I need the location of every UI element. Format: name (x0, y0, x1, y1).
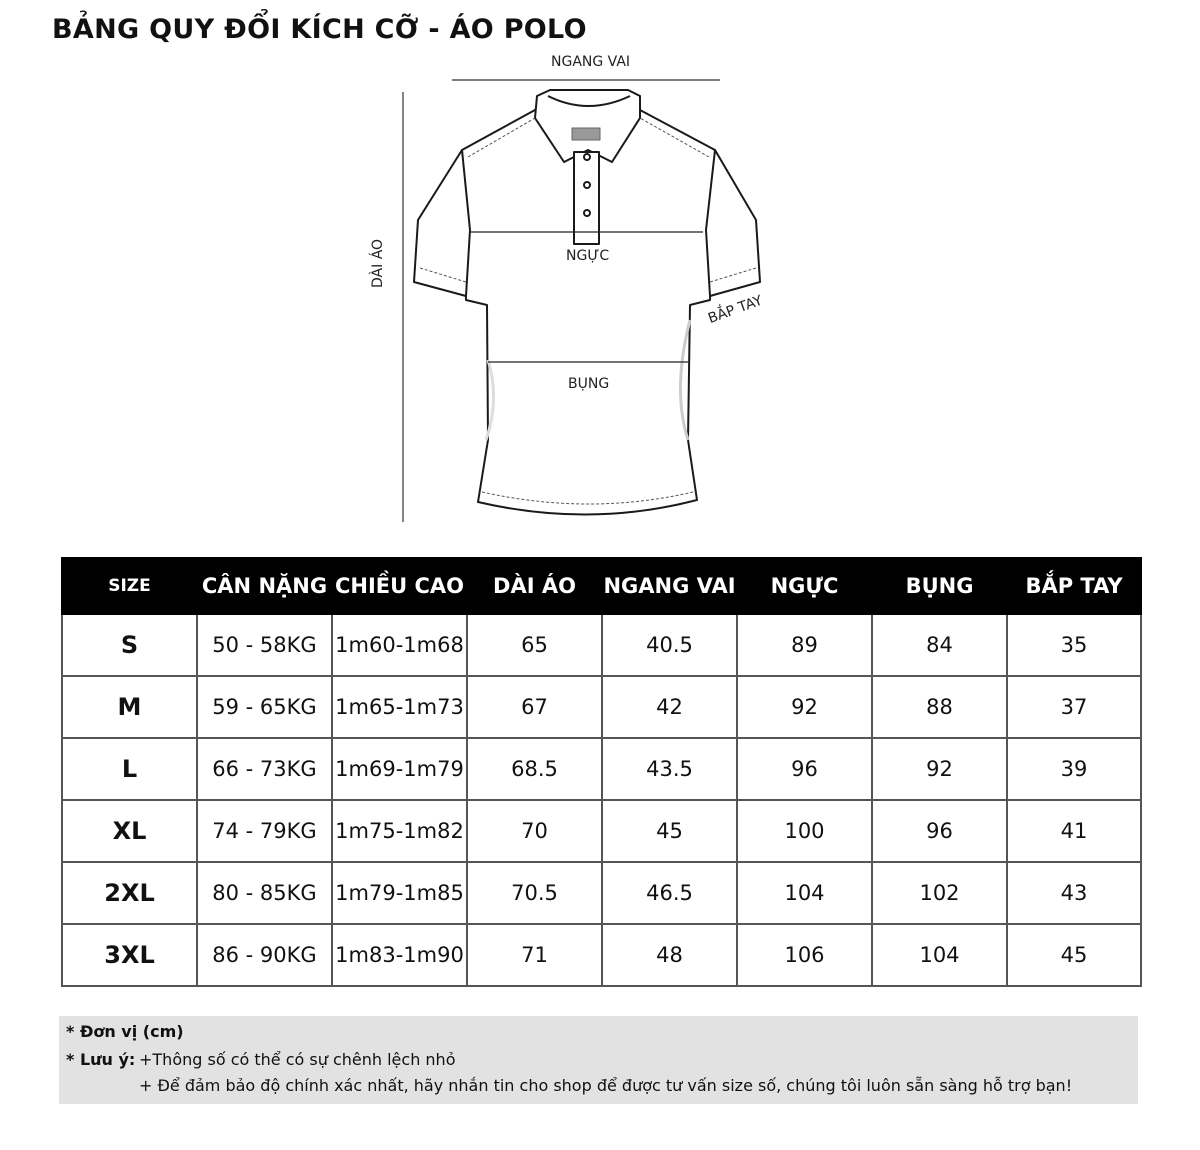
note-line-2: + Để đảm bảo độ chính xác nhất, hãy nhắn tin cho shop để được tư vấn size số, chúng tôi luôn sẵn sàng hỗ trợ bạn! (139, 1076, 1073, 1095)
sleeve-cell: 43 (1007, 862, 1141, 924)
table-row (62, 862, 1141, 924)
height-cell: 1m75-1m82 (332, 800, 467, 862)
sleeve-cell: 41 (1007, 800, 1141, 862)
size-table (61, 557, 1142, 987)
shoulder-cell: 43.5 (602, 738, 737, 800)
shoulder-cell: 45 (602, 800, 737, 862)
sleeve-label: BẮP TAY (706, 292, 765, 328)
sleeve-cell: 37 (1007, 676, 1141, 738)
length-cell: 68.5 (467, 738, 602, 800)
chest-cell: 104 (737, 862, 872, 924)
weight-cell: 80 - 85KG (197, 862, 332, 924)
weight-cell: 59 - 65KG (197, 676, 332, 738)
header-weight: CÂN NẶNG (197, 558, 332, 614)
height-cell: 1m69-1m79 (332, 738, 467, 800)
belly-cell: 102 (872, 862, 1007, 924)
height-cell: 1m83-1m90 (332, 924, 467, 986)
length-cell: 71 (467, 924, 602, 986)
shoulder-cell: 46.5 (602, 862, 737, 924)
chest-cell: 92 (737, 676, 872, 738)
weight-cell: 50 - 58KG (197, 614, 332, 676)
length-cell: 70 (467, 800, 602, 862)
shoulder-cell: 40.5 (602, 614, 737, 676)
weight-cell: 86 - 90KG (197, 924, 332, 986)
chest-cell: 100 (737, 800, 872, 862)
table-row (62, 738, 1141, 800)
table-header-row (62, 558, 1141, 614)
header-chest: NGỰC (737, 558, 872, 614)
size-cell: L (62, 738, 197, 800)
notes-box (59, 1016, 1138, 1104)
length-cell: 67 (467, 676, 602, 738)
sleeve-cell: 35 (1007, 614, 1141, 676)
table-row (62, 676, 1141, 738)
header-shoulder: NGANG VAI (602, 558, 737, 614)
table-row (62, 800, 1141, 862)
polo-shirt-diagram (0, 0, 1200, 540)
sleeve-cell: 45 (1007, 924, 1141, 986)
unit-note: * Đơn vị (cm) (66, 1022, 184, 1041)
belly-cell: 84 (872, 614, 1007, 676)
polo-shirt-illustration (0, 0, 1200, 540)
shoulder-cell: 42 (602, 676, 737, 738)
height-cell: 1m65-1m73 (332, 676, 467, 738)
size-cell: S (62, 614, 197, 676)
chest-cell: 106 (737, 924, 872, 986)
chest-label: NGỰC (566, 248, 610, 264)
belly-cell: 104 (872, 924, 1007, 986)
note-label: * Lưu ý: (66, 1050, 136, 1069)
belly-cell: 92 (872, 738, 1007, 800)
length-cell: 70.5 (467, 862, 602, 924)
header-size: SIZE (62, 558, 197, 614)
length-cell: 65 (467, 614, 602, 676)
belly-cell: 88 (872, 676, 1007, 738)
belly-label: BỤNG (568, 376, 610, 392)
page-title: BẢNG QUY ĐỔI KÍCH CỠ - ÁO POLO (52, 14, 587, 45)
header-belly: BỤNG (872, 558, 1007, 614)
size-cell: 3XL (62, 924, 197, 986)
height-cell: 1m79-1m85 (332, 862, 467, 924)
table-row (62, 614, 1141, 676)
table-row (62, 924, 1141, 986)
shoulder-label: NGANG VAI (551, 54, 631, 70)
sleeve-cell: 39 (1007, 738, 1141, 800)
header-height: CHIỀU CAO (332, 558, 467, 614)
note-line-1: +Thông số có thể có sự chênh lệch nhỏ (139, 1050, 456, 1069)
size-cell: XL (62, 800, 197, 862)
chest-cell: 96 (737, 738, 872, 800)
size-cell: 2XL (62, 862, 197, 924)
header-sleeve: BẮP TAY (1007, 558, 1141, 614)
weight-cell: 66 - 73KG (197, 738, 332, 800)
weight-cell: 74 - 79KG (197, 800, 332, 862)
header-length: DÀI ÁO (467, 558, 602, 614)
chest-cell: 89 (737, 614, 872, 676)
height-cell: 1m60-1m68 (332, 614, 467, 676)
size-cell: M (62, 676, 197, 738)
shoulder-cell: 48 (602, 924, 737, 986)
length-label: DÀI ÁO (370, 238, 386, 288)
belly-cell: 96 (872, 800, 1007, 862)
